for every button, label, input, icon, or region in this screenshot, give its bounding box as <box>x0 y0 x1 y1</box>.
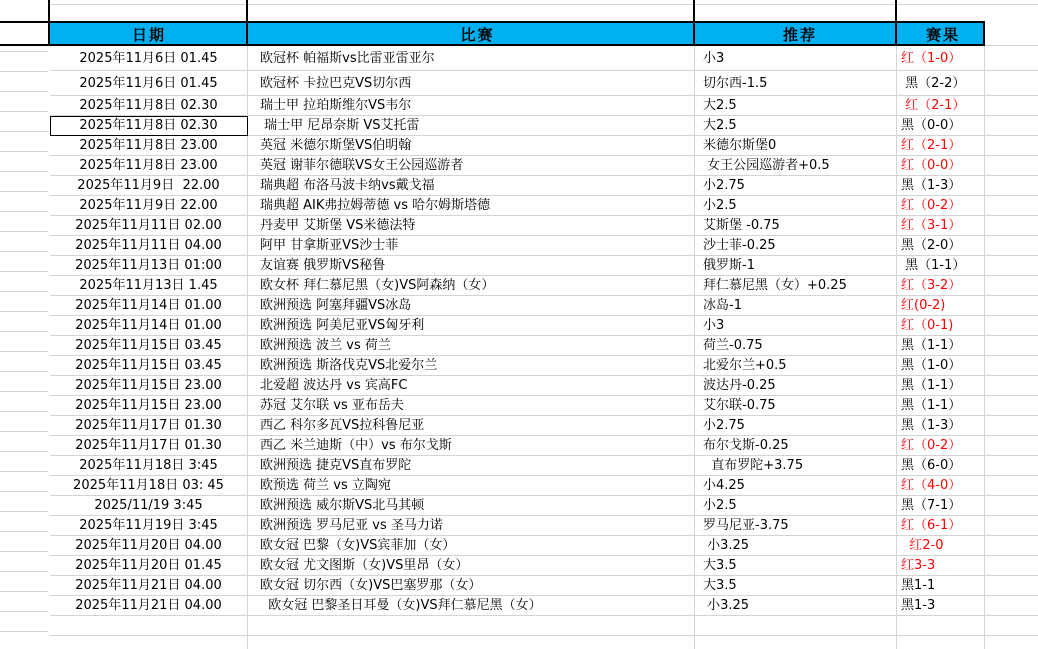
table-row <box>50 46 1038 71</box>
result-cell[interactable]: 黑（1-0） <box>897 356 985 376</box>
result-cell[interactable]: 红（0-2） <box>897 436 985 456</box>
date-cell[interactable]: 2025年11月18日 03: 45 <box>50 476 248 496</box>
match-cell[interactable]: 西乙 科尔多瓦VS拉科鲁尼亚 <box>248 416 695 436</box>
match-cell[interactable] <box>248 636 695 649</box>
result-cell[interactable]: 红（3-2） <box>897 276 985 296</box>
result-cell[interactable]: 红2-0 <box>897 536 985 556</box>
table-row <box>50 176 1038 196</box>
result-cell[interactable]: 红（6-1） <box>897 516 985 536</box>
table-row <box>50 96 1038 116</box>
match-cell[interactable]: 友谊赛 俄罗斯VS秘鲁 <box>248 256 695 276</box>
table <box>50 0 1038 649</box>
table-row <box>50 136 1038 156</box>
result-cell[interactable]: 红3-3 <box>897 556 985 576</box>
date-cell[interactable] <box>50 636 248 649</box>
tip-cell[interactable]: 小3.25 <box>695 536 897 556</box>
table-row <box>50 636 1038 649</box>
empty-cell[interactable] <box>985 136 1038 156</box>
table-row <box>50 416 1038 436</box>
date-cell[interactable]: 2025年11月17日 01.30 <box>50 416 248 436</box>
table-row <box>50 316 1038 336</box>
table-row <box>50 516 1038 536</box>
match-cell[interactable]: 欧洲预选 捷克VS直布罗陀 <box>248 456 695 476</box>
match-cell[interactable]: 欧洲预选 斯洛伐克VS北爱尔兰 <box>248 356 695 376</box>
empty-cell[interactable] <box>985 71 1038 96</box>
table-row <box>50 536 1038 556</box>
date-cell[interactable]: 2025年11月15日 03.45 <box>50 356 248 376</box>
result-cell[interactable]: 黑（2-2） <box>897 71 985 96</box>
tip-cell[interactable]: 小3 <box>695 316 897 336</box>
empty-cell[interactable] <box>985 116 1038 136</box>
empty-cell[interactable] <box>985 396 1038 416</box>
date-cell[interactable] <box>50 616 248 636</box>
table-row <box>50 396 1038 416</box>
match-cell[interactable]: 欧女冠 巴黎圣日耳曼（女)VS拜仁慕尼黑（女） <box>248 596 695 616</box>
table-row <box>50 376 1038 396</box>
table-row <box>50 256 1038 276</box>
result-cell[interactable]: 红（4-0） <box>897 476 985 496</box>
header-bottom-border <box>0 44 985 46</box>
tip-cell[interactable]: 小3 <box>695 46 897 71</box>
match-cell[interactable]: 英冠 米德尔斯堡VS伯明翰 <box>248 136 695 156</box>
match-cell[interactable]: 欧洲预选 波兰 vs 荷兰 <box>248 336 695 356</box>
date-cell[interactable]: 2025年11月8日 02.30 <box>50 116 248 136</box>
empty-cell[interactable] <box>985 376 1038 396</box>
date-cell[interactable]: 2025年11月13日 1.45 <box>50 276 248 296</box>
date-cell[interactable]: 2025年11月19日 3:45 <box>50 516 248 536</box>
match-cell[interactable]: 西乙 米兰迪斯（中）vs 布尔戈斯 <box>248 436 695 456</box>
table-row <box>50 576 1038 596</box>
match-cell[interactable]: 欧洲预选 阿塞拜疆VS冰岛 <box>248 296 695 316</box>
date-cell[interactable]: 2025年11月20日 01.45 <box>50 556 248 576</box>
empty-cell[interactable] <box>985 556 1038 576</box>
empty-cell[interactable] <box>985 536 1038 556</box>
match-cell[interactable]: 瑞士甲 拉珀斯维尔VS韦尔 <box>248 96 695 116</box>
result-cell[interactable]: 黑1-1 <box>897 576 985 596</box>
header-match[interactable]: 比赛 <box>248 22 695 46</box>
empty-cell[interactable] <box>985 316 1038 336</box>
result-cell[interactable]: 黑（1-1） <box>897 336 985 356</box>
tip-cell[interactable]: 沙士菲-0.25 <box>695 236 897 256</box>
date-cell[interactable]: 2025年11月17日 01.30 <box>50 436 248 456</box>
result-cell[interactable]: 红（0-2） <box>897 196 985 216</box>
table-body <box>50 46 1038 649</box>
date-cell[interactable]: 2025年11月9日 22.00 <box>50 176 248 196</box>
header-date[interactable]: 日期 <box>50 22 248 46</box>
result-cell[interactable] <box>897 636 985 649</box>
result-cell[interactable]: 黑（7-1） <box>897 496 985 516</box>
empty-cell[interactable] <box>985 596 1038 616</box>
empty-cell[interactable] <box>985 476 1038 496</box>
match-cell[interactable]: 欧预选 荷兰 vs 立陶宛 <box>248 476 695 496</box>
match-cell[interactable]: 欧女冠 切尔西（女)VS巴塞罗那（女） <box>248 576 695 596</box>
empty-cell[interactable] <box>985 156 1038 176</box>
header-empty[interactable] <box>985 22 1038 46</box>
match-cell[interactable]: 丹麦甲 艾斯堡 VS米德法特 <box>248 216 695 236</box>
match-cell[interactable]: 欧洲预选 阿美尼亚VS匈牙利 <box>248 316 695 336</box>
result-cell[interactable]: 红（0-1) <box>897 316 985 336</box>
date-cell[interactable]: 2025年11月18日 3:45 <box>50 456 248 476</box>
date-cell[interactable]: 2025/11/19 3:45 <box>50 496 248 516</box>
empty-cell[interactable] <box>985 576 1038 596</box>
result-cell[interactable]: 红（2-1） <box>897 136 985 156</box>
date-cell[interactable]: 2025年11月8日 23.00 <box>50 136 248 156</box>
result-cell[interactable]: 红（2-1） <box>897 96 985 116</box>
result-cell[interactable]: 黑（1-3） <box>897 416 985 436</box>
tip-cell[interactable]: 艾尔联-0.75 <box>695 396 897 416</box>
header-tip[interactable]: 推荐 <box>695 22 897 46</box>
table-row <box>50 456 1038 476</box>
empty-cell[interactable] <box>985 336 1038 356</box>
empty-cell[interactable] <box>985 276 1038 296</box>
date-cell[interactable]: 2025年11月21日 04.00 <box>50 596 248 616</box>
tip-cell[interactable]: 大3.5 <box>695 556 897 576</box>
match-cell[interactable]: 瑞士甲 尼昂奈斯 VS艾托雷 <box>248 116 695 136</box>
table-row <box>50 296 1038 316</box>
empty-cell[interactable] <box>985 456 1038 476</box>
tip-cell[interactable]: 俄罗斯-1 <box>695 256 897 276</box>
match-cell[interactable]: 瑞典超 AIK弗拉姆蒂德 vs 哈尔姆斯塔德 <box>248 196 695 216</box>
match-cell[interactable]: 欧女冠 巴黎（女)VS宾菲加（女） <box>248 536 695 556</box>
empty-cell[interactable] <box>985 516 1038 536</box>
table-row <box>50 556 1038 576</box>
date-cell[interactable]: 2025年11月8日 23.00 <box>50 156 248 176</box>
tip-cell[interactable]: 波达丹-0.25 <box>695 376 897 396</box>
date-cell[interactable]: 2025年11月6日 01.45 <box>50 71 248 96</box>
empty-cell[interactable] <box>985 46 1038 71</box>
result-cell[interactable]: 红(0-2) <box>897 296 985 316</box>
match-cell[interactable]: 欧洲预选 威尔斯VS北马其顿 <box>248 496 695 516</box>
match-cell[interactable]: 欧洲预选 罗马尼亚 vs 圣马力诺 <box>248 516 695 536</box>
tip-cell[interactable]: 小4.25 <box>695 476 897 496</box>
result-cell[interactable]: 黑（0-0） <box>897 116 985 136</box>
column-border <box>895 0 897 46</box>
left-gutter-column <box>0 0 48 649</box>
tip-cell[interactable]: 大3.5 <box>695 576 897 596</box>
table-row <box>50 436 1038 456</box>
date-cell[interactable]: 2025年11月20日 04.00 <box>50 536 248 556</box>
match-cell[interactable]: 英冠 谢菲尔德联VS女王公园巡游者 <box>248 156 695 176</box>
table-row <box>50 336 1038 356</box>
table-row <box>50 616 1038 636</box>
date-cell[interactable]: 2025年11月11日 04.00 <box>50 236 248 256</box>
tip-cell[interactable]: 切尔西-1.5 <box>695 71 897 96</box>
result-cell[interactable]: 红（0-0） <box>897 156 985 176</box>
empty-cell[interactable] <box>985 496 1038 516</box>
empty-cell[interactable] <box>985 96 1038 116</box>
date-cell[interactable]: 2025年11月21日 04.00 <box>50 576 248 596</box>
empty-cell[interactable] <box>985 416 1038 436</box>
empty-cell[interactable] <box>985 256 1038 276</box>
tip-cell[interactable]: 大2.5 <box>695 96 897 116</box>
match-cell[interactable]: 欧冠杯 卡拉巴克VS切尔西 <box>248 71 695 96</box>
header-top-border <box>0 21 985 23</box>
table-row <box>50 116 1038 136</box>
match-cell[interactable]: 阿甲 甘拿斯亚VS沙士菲 <box>248 236 695 256</box>
table-row <box>50 476 1038 496</box>
table-row <box>50 236 1038 256</box>
result-cell[interactable]: 黑（1-3） <box>897 176 985 196</box>
empty-cell[interactable] <box>985 236 1038 256</box>
tip-cell[interactable]: 罗马尼亚-3.75 <box>695 516 897 536</box>
column-border <box>246 0 248 46</box>
result-cell[interactable] <box>897 616 985 636</box>
tip-cell[interactable]: 艾斯堡 -0.75 <box>695 216 897 236</box>
table-row <box>50 216 1038 236</box>
match-cell[interactable]: 瑞典超 布洛马波卡纳vs戴戈福 <box>248 176 695 196</box>
match-cell[interactable]: 欧女杯 拜仁慕尼黑（女)VS阿森纳（女） <box>248 276 695 296</box>
tip-cell[interactable]: 荷兰-0.75 <box>695 336 897 356</box>
result-cell[interactable]: 黑（2-0） <box>897 236 985 256</box>
date-cell[interactable]: 2025年11月15日 03.45 <box>50 336 248 356</box>
tip-cell[interactable]: 米德尔斯堡0 <box>695 136 897 156</box>
match-cell[interactable] <box>248 616 695 636</box>
empty-cell[interactable] <box>985 196 1038 216</box>
tip-cell[interactable] <box>695 636 897 649</box>
match-cell[interactable]: 苏冠 艾尔联 vs 亚布岳夫 <box>248 396 695 416</box>
tip-cell[interactable]: 女王公园巡游者+0.5 <box>695 156 897 176</box>
column-border <box>48 0 50 46</box>
tip-cell[interactable]: 大2.5 <box>695 116 897 136</box>
empty-cell[interactable] <box>985 296 1038 316</box>
tip-cell[interactable]: 小2.75 <box>695 416 897 436</box>
date-cell[interactable]: 2025年11月13日 01:00 <box>50 256 248 276</box>
tip-cell[interactable]: 拜仁慕尼黑（女）+0.25 <box>695 276 897 296</box>
empty-cell[interactable] <box>985 436 1038 456</box>
table-row <box>50 596 1038 616</box>
table-header-row <box>50 22 1038 46</box>
tip-cell[interactable]: 冰岛-1 <box>695 296 897 316</box>
table-row <box>50 356 1038 376</box>
tip-cell[interactable]: 北爱尔兰+0.5 <box>695 356 897 376</box>
empty-cell[interactable] <box>985 356 1038 376</box>
empty-cell[interactable] <box>985 216 1038 236</box>
empty-top-row[interactable] <box>50 0 1038 22</box>
match-cell[interactable]: 欧冠杯 帕福斯vs比雷亚雷亚尔 <box>248 46 695 71</box>
empty-cell[interactable] <box>985 176 1038 196</box>
tip-cell[interactable]: 小2.5 <box>695 496 897 516</box>
gridlines <box>0 46 48 649</box>
empty-cell[interactable] <box>985 616 1038 636</box>
table-row <box>50 196 1038 216</box>
date-cell[interactable]: 2025年11月6日 01.45 <box>50 46 248 71</box>
column-border <box>693 0 695 46</box>
date-cell[interactable]: 2025年11月11日 02.00 <box>50 216 248 236</box>
empty-cell[interactable] <box>985 636 1038 649</box>
tip-cell[interactable]: 小3.25 <box>695 596 897 616</box>
tip-cell[interactable] <box>695 616 897 636</box>
result-cell[interactable]: 黑（1-1） <box>897 396 985 416</box>
header-result[interactable]: 赛果 <box>897 22 985 46</box>
tip-cell[interactable]: 小2.5 <box>695 196 897 216</box>
result-cell[interactable]: 黑（1-1） <box>897 376 985 396</box>
match-cell[interactable]: 欧女冠 尤文图斯（女)VS里昂（女） <box>248 556 695 576</box>
result-cell[interactable]: 红（1-0） <box>897 46 985 71</box>
result-cell[interactable]: 黑（6-0） <box>897 456 985 476</box>
result-cell[interactable]: 黑1-3 <box>897 596 985 616</box>
tip-cell[interactable]: 布尔戈斯-0.25 <box>695 436 897 456</box>
tip-cell[interactable]: 直布罗陀+3.75 <box>695 456 897 476</box>
date-cell[interactable]: 2025年11月8日 02.30 <box>50 96 248 116</box>
date-cell[interactable]: 2025年11月9日 22.00 <box>50 196 248 216</box>
date-cell[interactable]: 2025年11月14日 01.00 <box>50 316 248 336</box>
tip-cell[interactable]: 小2.75 <box>695 176 897 196</box>
table-row <box>50 71 1038 96</box>
column-border <box>983 21 985 46</box>
date-cell[interactable]: 2025年11月14日 01.00 <box>50 296 248 316</box>
match-cell[interactable]: 北爱超 波达丹 vs 宾高FC <box>248 376 695 396</box>
table-row <box>50 496 1038 516</box>
table-row <box>50 276 1038 296</box>
date-cell[interactable]: 2025年11月15日 23.00 <box>50 396 248 416</box>
result-cell[interactable]: 红（3-1） <box>897 216 985 236</box>
table-row <box>50 156 1038 176</box>
date-cell[interactable]: 2025年11月15日 23.00 <box>50 376 248 396</box>
result-cell[interactable]: 黑（1-1） <box>897 256 985 276</box>
